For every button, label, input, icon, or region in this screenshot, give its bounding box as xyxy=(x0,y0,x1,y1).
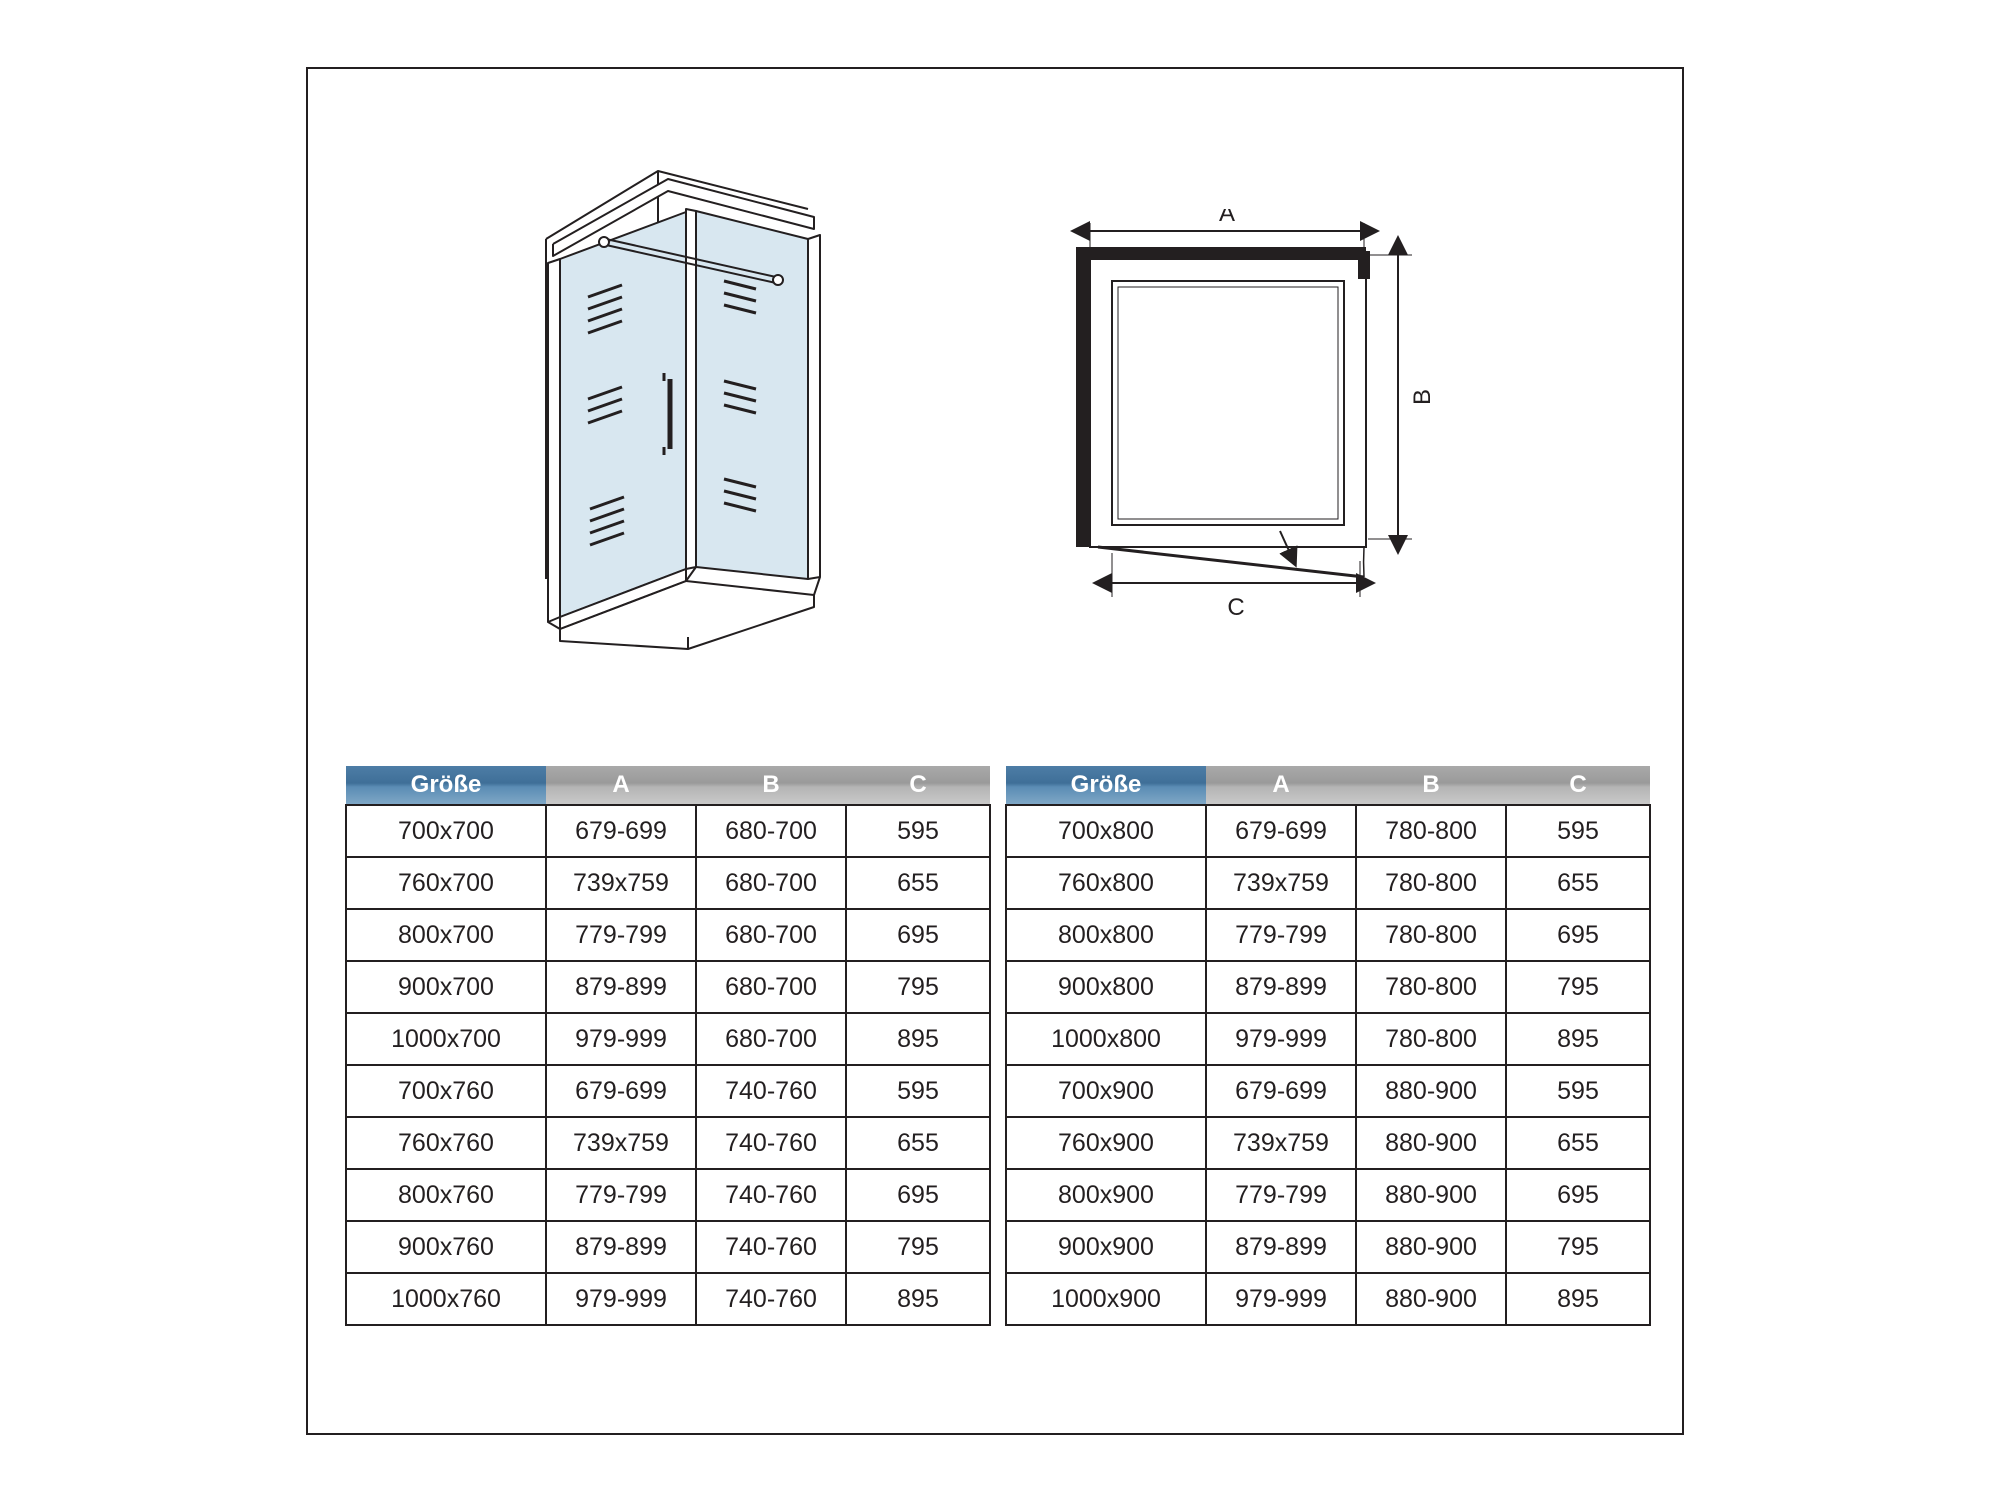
table-row xyxy=(346,1065,990,1117)
cell-c: 655 xyxy=(1506,1117,1650,1169)
cell-b: 680-700 xyxy=(696,961,846,1013)
column-header-b: B xyxy=(1356,766,1506,805)
cell-c: 595 xyxy=(846,805,990,857)
cell-a: 679-699 xyxy=(546,1065,696,1117)
cell-a: 739x759 xyxy=(546,857,696,909)
cell-b: 680-700 xyxy=(696,857,846,909)
cell-b: 880-900 xyxy=(1356,1117,1506,1169)
cell-b: 740-760 xyxy=(696,1065,846,1117)
cell-b: 740-760 xyxy=(696,1273,846,1325)
cell-a: 779-799 xyxy=(546,909,696,961)
cell-a: 679-699 xyxy=(1206,1065,1356,1117)
cell-size: 900x900 xyxy=(1006,1221,1206,1273)
table-row xyxy=(1006,1273,1650,1325)
cell-size: 900x700 xyxy=(346,961,546,1013)
cell-size: 900x800 xyxy=(1006,961,1206,1013)
table-row xyxy=(346,1273,990,1325)
cell-b: 740-760 xyxy=(696,1169,846,1221)
cell-a: 979-999 xyxy=(1206,1273,1356,1325)
cell-b: 880-900 xyxy=(1356,1221,1506,1273)
cell-size: 700x900 xyxy=(1006,1065,1206,1117)
shower-enclosure-isometric-view xyxy=(518,149,938,669)
table-row xyxy=(346,961,990,1013)
cell-a: 779-799 xyxy=(546,1169,696,1221)
cell-c: 595 xyxy=(1506,805,1650,857)
table-row xyxy=(346,857,990,909)
cell-c: 695 xyxy=(1506,1169,1650,1221)
table-row xyxy=(346,1221,990,1273)
cell-size: 1000x900 xyxy=(1006,1273,1206,1325)
column-header-c: C xyxy=(846,766,990,805)
cell-c: 595 xyxy=(846,1065,990,1117)
cell-b: 740-760 xyxy=(696,1221,846,1273)
table-row xyxy=(1006,1065,1650,1117)
cell-size: 900x760 xyxy=(346,1221,546,1273)
table-row xyxy=(346,1169,990,1221)
cell-c: 695 xyxy=(846,1169,990,1221)
cell-c: 895 xyxy=(1506,1273,1650,1325)
cell-size: 800x800 xyxy=(1006,909,1206,961)
table-row xyxy=(346,1117,990,1169)
cell-a: 879-899 xyxy=(546,1221,696,1273)
cell-c: 655 xyxy=(1506,857,1650,909)
cell-a: 739x759 xyxy=(1206,857,1356,909)
cell-c: 795 xyxy=(1506,1221,1650,1273)
table-row xyxy=(1006,1117,1650,1169)
cell-c: 895 xyxy=(846,1273,990,1325)
table-row xyxy=(1006,857,1650,909)
table-row xyxy=(346,1013,990,1065)
cell-b: 880-900 xyxy=(1356,1065,1506,1117)
cell-a: 679-699 xyxy=(1206,805,1356,857)
table-header-row xyxy=(346,766,990,805)
table-row xyxy=(1006,909,1650,961)
size-table-right xyxy=(1005,766,1651,1326)
cell-size: 760x700 xyxy=(346,857,546,909)
column-header-size: Größe xyxy=(346,766,546,805)
cell-size: 700x800 xyxy=(1006,805,1206,857)
cell-size: 760x760 xyxy=(346,1117,546,1169)
table-row xyxy=(1006,1221,1650,1273)
cell-a: 979-999 xyxy=(1206,1013,1356,1065)
cell-size: 760x900 xyxy=(1006,1117,1206,1169)
cell-b: 680-700 xyxy=(696,805,846,857)
cell-b: 880-900 xyxy=(1356,1169,1506,1221)
cell-c: 795 xyxy=(846,961,990,1013)
cell-b: 780-800 xyxy=(1356,961,1506,1013)
cell-a: 879-899 xyxy=(546,961,696,1013)
cell-size: 760x800 xyxy=(1006,857,1206,909)
cell-a: 979-999 xyxy=(546,1013,696,1065)
cell-size: 1000x760 xyxy=(346,1273,546,1325)
plan-label-b: B xyxy=(1409,388,1436,406)
cell-b: 780-800 xyxy=(1356,805,1506,857)
cell-size: 800x700 xyxy=(346,909,546,961)
cell-c: 695 xyxy=(846,909,990,961)
cell-a: 679-699 xyxy=(546,805,696,857)
table-row xyxy=(1006,805,1650,857)
column-header-b: B xyxy=(696,766,846,805)
cell-b: 880-900 xyxy=(1356,1273,1506,1325)
cell-b: 780-800 xyxy=(1356,857,1506,909)
cell-a: 979-999 xyxy=(546,1273,696,1325)
diagram-sheet xyxy=(306,67,1684,1435)
cell-c: 795 xyxy=(1506,961,1650,1013)
cell-size: 700x760 xyxy=(346,1065,546,1117)
cell-b: 780-800 xyxy=(1356,1013,1506,1065)
cell-b: 740-760 xyxy=(696,1117,846,1169)
table-row xyxy=(1006,1169,1650,1221)
table-row xyxy=(346,805,990,857)
column-header-a: A xyxy=(1206,766,1356,805)
cell-c: 655 xyxy=(846,857,990,909)
cell-a: 779-799 xyxy=(1206,1169,1356,1221)
cell-size: 800x900 xyxy=(1006,1169,1206,1221)
cell-b: 680-700 xyxy=(696,1013,846,1065)
cell-b: 680-700 xyxy=(696,909,846,961)
cell-size: 800x760 xyxy=(346,1169,546,1221)
cell-size: 1000x800 xyxy=(1006,1013,1206,1065)
cell-a: 779-799 xyxy=(1206,909,1356,961)
plan-label-a: A xyxy=(1218,209,1236,227)
column-header-a: A xyxy=(546,766,696,805)
cell-c: 895 xyxy=(1506,1013,1650,1065)
shower-enclosure-plan-view xyxy=(1068,209,1488,629)
cell-a: 879-899 xyxy=(1206,961,1356,1013)
cell-c: 595 xyxy=(1506,1065,1650,1117)
size-table-left xyxy=(345,766,991,1326)
cell-c: 655 xyxy=(846,1117,990,1169)
cell-size: 700x700 xyxy=(346,805,546,857)
table-row xyxy=(346,909,990,961)
cell-c: 895 xyxy=(846,1013,990,1065)
column-header-size: Größe xyxy=(1006,766,1206,805)
cell-b: 780-800 xyxy=(1356,909,1506,961)
table-row xyxy=(1006,961,1650,1013)
cell-a: 879-899 xyxy=(1206,1221,1356,1273)
table-header-row xyxy=(1006,766,1650,805)
cell-c: 795 xyxy=(846,1221,990,1273)
cell-c: 695 xyxy=(1506,909,1650,961)
column-header-c: C xyxy=(1506,766,1650,805)
drawings-area xyxy=(308,69,1686,719)
cell-a: 739x759 xyxy=(546,1117,696,1169)
cell-size: 1000x700 xyxy=(346,1013,546,1065)
cell-a: 739x759 xyxy=(1206,1117,1356,1169)
table-row xyxy=(1006,1013,1650,1065)
plan-label-c: C xyxy=(1227,594,1245,621)
